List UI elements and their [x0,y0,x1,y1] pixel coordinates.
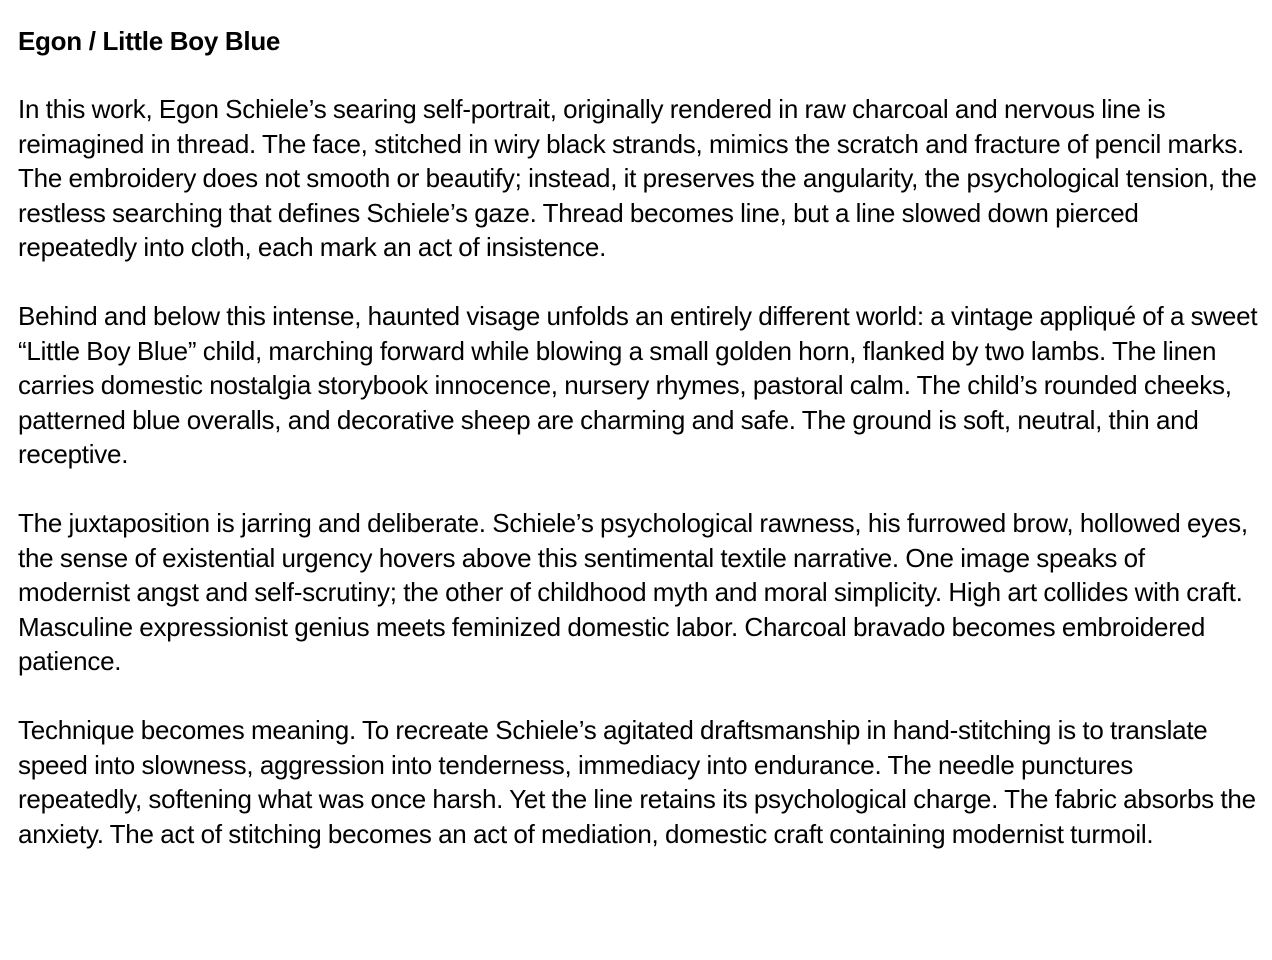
paragraph-2: Behind and below this intense, haunted visage unfolds an entirely different world: a vintage appliqué of a sweet “Little Boy Blue” child, marching forward while blowing a small golden horn, flanked by two lambs. The linen carries domestic nostalgia storybook innocence, nursery rhymes, pastoral calm. The child’s rounded cheeks, patterned blue overalls, and decorative sheep are charming and safe. The ground is soft, neutral, thin and receptive. [18,300,1258,470]
document-title: Egon / Little Boy Blue [18,26,281,56]
paragraph-3: The juxtaposition is jarring and deliberate. Schiele’s psychological rawness, his furrowed brow, hollowed eyes, the sense of existential urgency hovers above this sentimental textile narrative. One image speaks of modernist angst and self-scrutiny; the other of childhood myth and moral simplicity. High art collides with craft. Masculine expressionist genius meets feminized domestic labor. Charcoal bravado becomes embroidered patience. [18,507,1248,677]
paragraph-4: Technique becomes meaning. To recreate Schiele’s agitated draftsmanship in hand-stitching is to translate speed into slowness, aggression into tenderness, immediacy into endurance. The needle punctures repeatedly, softening what was once harsh. Yet the line retains its psychological charge. The fabric absorbs the anxiety. The act of stitching becomes an act of mediation, domestic craft containing modernist turmoil. [18,714,1256,849]
paragraph-1: In this work, Egon Schiele’s searing self-portrait, originally rendered in raw charcoal and nervous line is reimagined in thread. The face, stitched in wiry black strands, mimics the scratch and fracture of pencil marks. The embroidery does not smooth or beautify; instead, it preserves the angularity, the psychological tension, the restless searching that defines Schiele’s gaze. Thread becomes line, but a line slowed down pierced repeatedly into cloth, each mark an act of insistence. [18,94,1257,263]
document-body [18,24,1258,851]
